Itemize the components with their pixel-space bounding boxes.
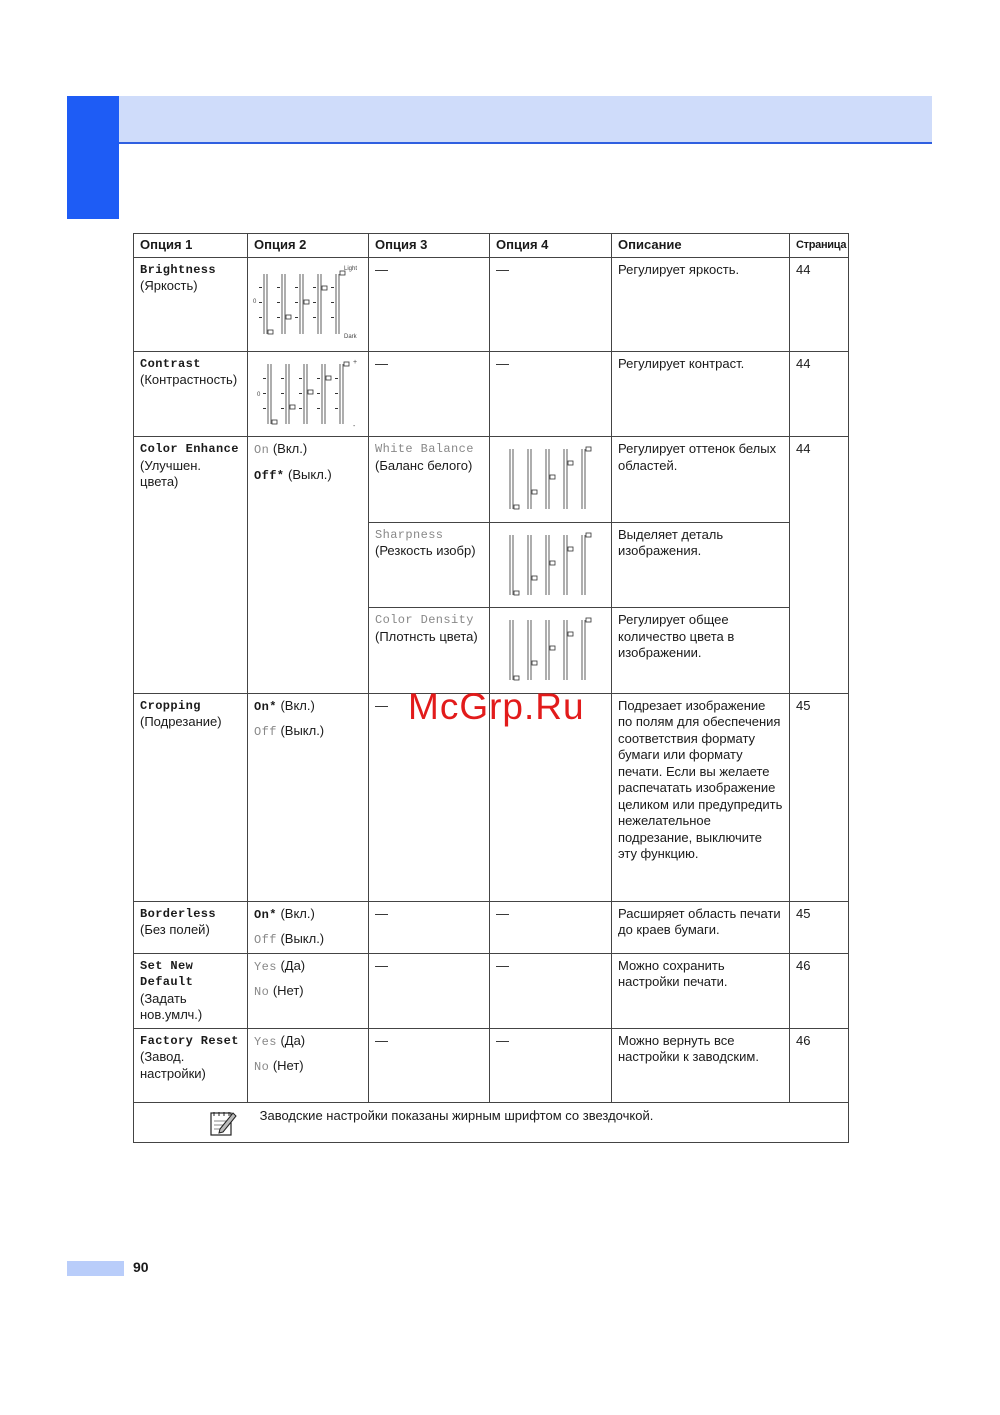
off-label: (Выкл.) xyxy=(288,466,332,482)
page-ref: 44 xyxy=(790,437,849,694)
sub-option-label: (Резкость изобр) xyxy=(375,543,476,558)
option4-cell: — xyxy=(490,1028,612,1102)
description: Регулирует контраст. xyxy=(612,351,790,437)
option-value-yes xyxy=(254,1033,362,1051)
description: Выделяет деталь изображения. xyxy=(612,522,790,608)
on-label: (Вкл.) xyxy=(280,697,315,713)
yes-code: Yes xyxy=(254,1034,277,1049)
page-ref: 46 xyxy=(790,1028,849,1102)
option3-cell: — xyxy=(369,1028,490,1102)
on-code: On* xyxy=(254,699,277,714)
page-ref: 45 xyxy=(790,901,849,953)
description: Регулирует общее количество цвета в изображении. xyxy=(612,608,790,694)
option4-cell: — xyxy=(490,257,612,351)
on-label: (Вкл.) xyxy=(280,905,315,921)
option-value-yes xyxy=(254,958,362,976)
no-code: No xyxy=(254,985,270,999)
options-table xyxy=(133,233,849,1143)
slider-dark-label: Dark xyxy=(344,333,357,340)
page-number: 90 xyxy=(133,1259,149,1275)
note-row xyxy=(134,1102,849,1142)
col-header-option4: Опция 4 xyxy=(490,234,612,258)
note-text: Заводские настройки показаны жирным шрифтом со звездочкой. xyxy=(259,1107,654,1123)
option-value-no xyxy=(254,1058,362,1076)
sharpness-slider-icon xyxy=(494,527,606,599)
option-value-off xyxy=(254,467,362,485)
option-label: (Без полей) xyxy=(140,922,210,937)
option3-cell: — xyxy=(369,351,490,437)
color-density-slider-icon xyxy=(494,612,606,684)
slider-zero-label: 0 xyxy=(253,298,257,305)
option-value-on xyxy=(254,698,362,716)
no-label: (Нет) xyxy=(272,983,304,998)
col-header-option3: Опция 3 xyxy=(369,234,490,258)
page-ref: 44 xyxy=(790,351,849,437)
option-value-no xyxy=(254,983,362,1001)
sub-option-code: White Balance xyxy=(375,442,474,456)
off-code: Off xyxy=(254,933,277,947)
header-band xyxy=(119,96,932,144)
on-label: (Вкл.) xyxy=(272,441,308,456)
sub-option-label: (Баланс белого) xyxy=(375,457,473,473)
table-row xyxy=(134,351,849,437)
header-block xyxy=(67,96,119,219)
off-label: (Выкл.) xyxy=(280,723,325,738)
off-label: (Выкл.) xyxy=(280,931,325,946)
description: Можно сохранить настройки печати. xyxy=(612,953,790,1028)
option-value-on xyxy=(254,906,362,924)
option3-cell: — xyxy=(369,953,490,1028)
col-header-description: Описание xyxy=(612,234,790,258)
watermark: McGrp.Ru xyxy=(408,686,585,727)
option-label: (Задать нов.умлч.) xyxy=(140,990,203,1022)
slider-zero-label: 0 xyxy=(257,391,261,398)
sub-option-label: (Плотнсть цвета) xyxy=(375,628,478,644)
page-ref: 45 xyxy=(790,693,849,901)
option4-cell: — xyxy=(490,953,612,1028)
note-pencil-icon xyxy=(208,1107,238,1137)
sub-option-code: Color Density xyxy=(375,613,474,627)
slider-plus-label: + xyxy=(353,358,358,366)
off-code: Off xyxy=(254,725,277,739)
description: Регулирует оттенок белых областей. xyxy=(612,437,790,523)
option-label: (Завод. настройки) xyxy=(140,1049,206,1081)
option-code: Borderless xyxy=(140,906,217,921)
option-code: Brightness xyxy=(140,262,217,277)
option-code: Cropping xyxy=(140,698,201,713)
description: Регулирует яркость. xyxy=(612,257,790,351)
table-row xyxy=(134,257,849,351)
no-code: No xyxy=(254,1060,270,1074)
option-code: Factory Reset xyxy=(140,1033,239,1048)
option3-cell: — xyxy=(369,257,490,351)
contrast-slider-icon xyxy=(252,356,364,428)
description: Расширяет область печати до краев бумаги. xyxy=(612,901,790,953)
option-label: (Яркость) xyxy=(140,278,198,293)
yes-label: (Да) xyxy=(280,957,306,973)
table-header-row xyxy=(134,234,849,258)
brightness-slider-icon xyxy=(252,260,364,342)
table-row xyxy=(134,1028,849,1102)
table-row xyxy=(134,901,849,953)
yes-label: (Да) xyxy=(280,1032,306,1048)
option-code: Color Enhance xyxy=(140,442,239,456)
on-code: On* xyxy=(254,907,277,922)
page-ref: 44 xyxy=(790,257,849,351)
table-row xyxy=(134,693,849,901)
option-value-on xyxy=(254,441,362,459)
option-value-off xyxy=(254,723,362,741)
option4-cell xyxy=(490,693,612,901)
table-row xyxy=(134,953,849,1028)
option3-cell: — xyxy=(369,693,490,901)
description: Подрезает изображение по полям для обеспечения соответствия формату бумаги или формату печати. Если вы желаете распечатать изображение целиком или предупредить нежелательное подрезание, выключите эту функцию. xyxy=(612,693,790,901)
col-header-option1: Опция 1 xyxy=(134,234,248,258)
col-header-page: Страница xyxy=(790,234,849,258)
footer-band xyxy=(67,1261,124,1276)
slider-minus-label: - xyxy=(353,422,356,428)
option-code: Contrast xyxy=(140,356,201,371)
option-label: (Подрезание) xyxy=(140,714,222,729)
option4-cell: — xyxy=(490,901,612,953)
option-label: (Улучшен. цвета) xyxy=(140,457,202,489)
col-header-option2: Опция 2 xyxy=(248,234,369,258)
page-ref: 46 xyxy=(790,953,849,1028)
yes-code: Yes xyxy=(254,959,277,974)
option-label: (Контрастность) xyxy=(140,372,238,387)
on-code: On xyxy=(254,443,270,457)
option3-cell: — xyxy=(369,901,490,953)
off-code: Off* xyxy=(254,468,285,483)
white-balance-slider-icon xyxy=(494,441,606,513)
no-label: (Нет) xyxy=(272,1058,304,1073)
table-row xyxy=(134,437,849,523)
sub-option-code: Sharpness xyxy=(375,527,444,542)
option4-cell: — xyxy=(490,351,612,437)
description: Можно вернуть все настройки к заводским. xyxy=(612,1028,790,1102)
option-value-off xyxy=(254,931,362,949)
option-code: Set New Default xyxy=(140,958,194,989)
slider-light-label: Light xyxy=(344,265,358,272)
